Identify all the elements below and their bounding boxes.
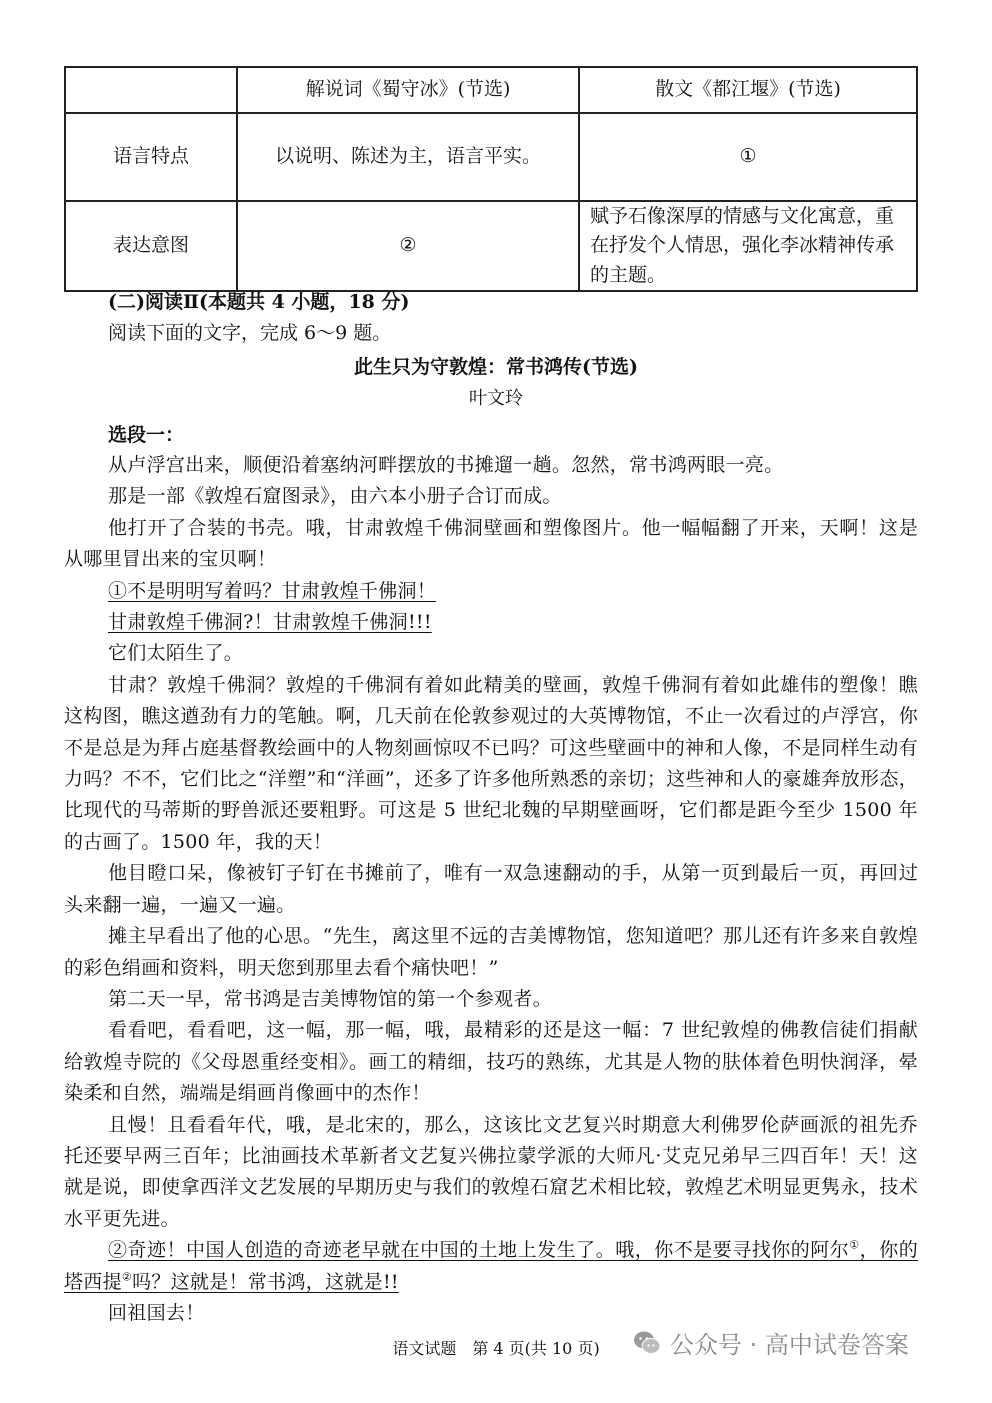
paragraph: 摊主早看出了他的心思。“先生，离这里不远的吉美博物馆，您知道吧？那儿还有许多来自敦煌的彩色绢画和资料，明天您到那里去看个痛快吧！”	[64, 925, 918, 979]
underlined-text: ①不是明明写着吗？甘肃敦煌千佛洞！	[108, 579, 437, 602]
page-footer: 语文试题 第 4 页(共 10 页)	[392, 1339, 600, 1358]
row-label: 表达意图	[65, 201, 237, 291]
table-cell: 以说明、陈述为主，语言平实。	[237, 113, 579, 201]
table-header-cell: 散文《都江堰》(节选)	[579, 67, 917, 113]
table-cell: 赋予石像深厚的情感与文化寓意，重在抒发个人情思，强化李冰精神传承的主题。	[579, 201, 917, 291]
text-part: 吗？这就是！常书鸿，这就是!!	[132, 1270, 399, 1293]
section-instruction: 阅读下面的文字，完成 6～9 题。	[108, 322, 392, 344]
text-part: ，你的塔西提	[64, 1239, 918, 1293]
table-row	[65, 201, 917, 291]
section-heading: (二)阅读Ⅱ(本题共 4 小题，18 分)	[108, 291, 410, 313]
footnote-marker: ②	[121, 1270, 133, 1284]
wechat-icon	[632, 1328, 662, 1358]
underlined-text	[64, 1239, 918, 1292]
paragraph: 那是一部《敦煌石窟图录》，由六本小册子合订而成。	[108, 485, 562, 508]
paragraph: 他目瞪口呆，像被钉子钉在书摊前了，唯有一双急速翻动的手，从第一页到最后一页，再回过头来翻一遍，一遍又一遍。	[64, 862, 918, 916]
row-label: 语言特点	[65, 113, 237, 201]
article-author: 叶文玲	[469, 388, 523, 409]
paragraph: 第二天一早，常书鸿是吉美博物馆的第一个参观者。	[108, 987, 552, 1010]
underlined-sentence-2	[64, 1235, 918, 1298]
paragraph: 且慢！且看看年代，哦，是北宋的，那么，这该比文艺复兴时期意大利佛罗伦萨画派的祖先乔托还要早两三百年；比油画技术革新者文艺复兴佛拉蒙学派的大师凡·艾克兄弟早三四百年！天！这就是说，即使拿西洋文艺发展的早期历史与我们的敦煌石窟艺术相比较，敦煌艺术明显更隽永，技术水平更先进。	[64, 1113, 918, 1230]
article-title: 此生只为守敦煌：常书鸿传(节选)	[354, 356, 638, 378]
article-body	[64, 450, 918, 1329]
table-header-row	[65, 67, 917, 113]
table-row	[65, 113, 917, 201]
paragraph: 甘肃？敦煌千佛洞？敦煌的千佛洞有着如此精美的壁画，敦煌千佛洞有着如此雄伟的塑像！瞧这构图，瞧这遒劲有力的笔触。啊，几天前在伦敦参观过的大英博物馆，不止一次看过的卢浮宫，你不是总是为拜占庭基督教绘画中的人物刻画惊叹不已吗？可这些壁画中的神和人像，不是同样生动有力吗？不不，它们比之“洋塑”和“洋画”，还多了许多他所熟悉的亲切；这些神和人的豪雄奔放形态，比现代的马蒂斯的野兽派还要粗野。可这是 5 世纪北魏的早期壁画呀，它们都是距今至少 1500 年的古画了。1500 年，我的天！	[64, 673, 918, 853]
watermark	[632, 1325, 909, 1360]
underlined-text: 甘肃敦煌千佛洞?！甘肃敦煌千佛洞!!!	[108, 611, 432, 634]
watermark-text: 公众号 · 高中试卷答案	[670, 1331, 909, 1359]
underlined-sentence-1	[64, 576, 918, 607]
table-header-cell: 解说词《蜀守冰》(节选)	[237, 67, 579, 113]
paragraph: 回祖国去！	[108, 1301, 205, 1324]
table-cell: ①	[579, 113, 917, 201]
paragraph: 从卢浮宫出来，顺便沿着塞纳河畔摆放的书摊遛一趟。忽然，常书鸿两眼一亮。	[108, 454, 784, 476]
table-header-cell	[65, 67, 237, 113]
text-part: ②奇迹！中国人创造的奇迹老早就在中国的土地上发生了。哦，你不是要寻找你的阿尔	[108, 1239, 850, 1262]
paragraph: 看看吧，看看吧，这一幅，那一幅，哦，最精彩的还是这一幅：7 世纪敦煌的佛教信徒们捐献给敦煌寺院的《父母恩重经变相》。画工的精细，技巧的熟练，尤其是人物的肤体着色明快润泽，晕染柔和自然，端端是绢画肖像画中的杰作！	[64, 1019, 918, 1105]
paragraph: 它们太陌生了。	[108, 642, 244, 665]
paragraph: 他打开了合装的书壳。哦，甘肃敦煌千佛洞壁画和塑像图片。他一幅幅翻了开来，天啊！这是从哪里冒出来的宝贝啊！	[64, 516, 918, 571]
table-cell: ②	[237, 201, 579, 291]
underlined-sentence-1-cont	[64, 607, 918, 638]
segment-label: 选段一：	[108, 424, 185, 446]
footnote-marker: ①	[849, 1238, 860, 1252]
comparison-table	[64, 66, 918, 292]
